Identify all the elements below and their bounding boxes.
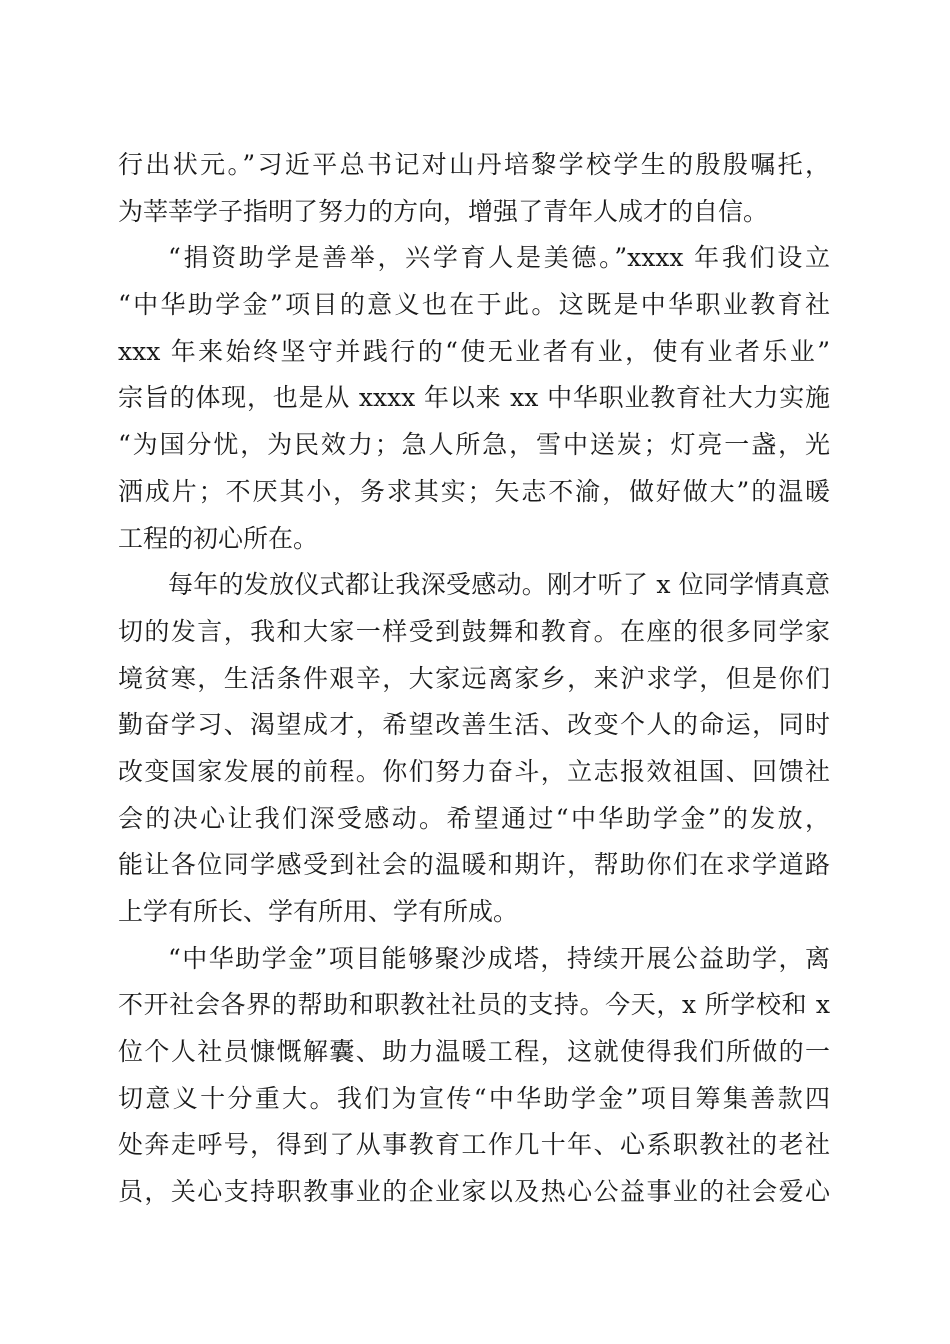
document-body xyxy=(118,142,830,1216)
text-line: 勤奋学习、渴望成才，希望改善生活、改变个人的命运，同时 xyxy=(118,710,830,740)
paragraph-3 xyxy=(118,562,830,936)
text-line: 洒成片；不厌其小，务求其实；矢志不渝，做好做大”的温暖 xyxy=(118,476,830,506)
text-line: xxx 年来始终坚守并践行的“使无业者有业，使有业者乐业” xyxy=(118,336,830,366)
text-line: “中华助学金”项目能够聚沙成塔，持续开展公益助学，离 xyxy=(168,943,830,973)
text-line: 会的决心让我们深受感动。希望通过“中华助学金”的发放， xyxy=(118,803,830,833)
text-line: 为莘莘学子指明了努力的方向，增强了青年人成才的自信。 xyxy=(118,196,769,226)
text-line: 境贫寒，生活条件艰辛，大家远离家乡，来沪求学，但是你们 xyxy=(118,663,830,693)
text-line: “为国分忧，为民效力；急人所急，雪中送炭；灯亮一盏，光 xyxy=(118,430,830,460)
text-line: 宗旨的体现，也是从 xxxx 年以来 xx 中华职业教育社大力实施 xyxy=(118,383,830,413)
text-line: 改变国家发展的前程。你们努力奋斗，立志报效祖国、回馈社 xyxy=(118,756,830,786)
text-line: 切的发言，我和大家一样受到鼓舞和教育。在座的很多同学家 xyxy=(118,616,830,646)
text-line: 工程的初心所在。 xyxy=(118,523,319,553)
text-line: 上学有所长、学有所用、学有所成。 xyxy=(118,897,519,926)
text-line: 每年的发放仪式都让我深受感动。刚才听了 x 位同学情真意 xyxy=(168,570,830,600)
text-line: 能让各位同学感受到社会的温暖和期许，帮助你们在求学道路 xyxy=(118,850,830,880)
paragraph-4 xyxy=(118,936,830,1216)
text-line: 不开社会各界的帮助和职教社社员的支持。今天，x 所学校和 x xyxy=(118,990,830,1020)
text-line: “捐资助学是善举，兴学育人是美德。”xxxx 年我们设立 xyxy=(168,243,830,273)
paragraph-2 xyxy=(118,235,830,562)
text-line: “中华助学金”项目的意义也在于此。这既是中华职业教育社 xyxy=(118,290,830,320)
paragraph-1 xyxy=(118,142,830,235)
text-line: 行出状元。”习近平总书记对山丹培黎学校学生的殷殷嘱托， xyxy=(118,150,830,179)
text-line: 员，关心支持职教事业的企业家以及热心公益事业的社会爱心 xyxy=(118,1177,830,1207)
text-line: 切意义十分重大。我们为宣传“中华助学金”项目筹集善款四 xyxy=(118,1083,830,1113)
text-line: 位个人社员慷慨解囊、助力温暖工程，这就使得我们所做的一 xyxy=(118,1037,830,1067)
text-line: 处奔走呼号，得到了从事教育工作几十年、心系职教社的老社 xyxy=(118,1130,830,1160)
